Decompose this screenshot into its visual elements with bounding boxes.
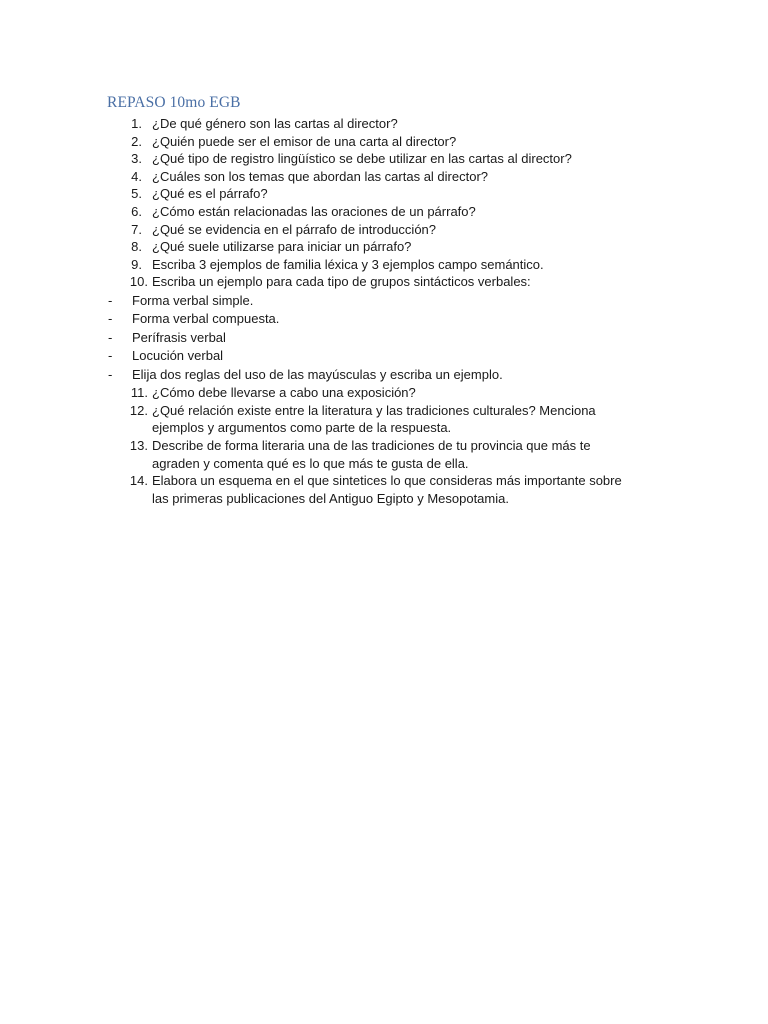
question-number: 11. [130,385,148,400]
question-text: Escriba un ejemplo para cada tipo de grupos sintácticos verbales: [152,274,531,289]
question-text: ¿Cuáles son los temas que abordan las cartas al director? [152,169,489,184]
bullet-text: Elija dos reglas del uso de las mayúsculas y escriba un ejemplo. [132,367,503,382]
question-text: ¿Cómo debe llevarse a cabo una exposición? [152,385,416,400]
question-text: ¿Qué tipo de registro lingüístico se debe utilizar en las cartas al director? [152,151,572,166]
question-number: 13. [129,438,148,453]
bullet-text: Locución verbal [132,348,224,363]
question-number: 6. [131,204,142,219]
document-title: REPASO 10mo EGB [107,94,241,111]
question-number: 2. [131,134,142,149]
bullet-dash: - [108,348,113,363]
question-number: 12. [129,403,148,418]
question-text: ejemplos y argumentos como parte de la respuesta. [152,420,452,435]
question-text: ¿Cómo están relacionadas las oraciones de un párrafo? [152,204,476,219]
question-text: las primeras publicaciones del Antiguo Egipto y Mesopotamia. [152,491,509,506]
question-text: ¿Qué es el párrafo? [152,186,268,201]
bullet-dash: - [108,330,113,345]
question-text: Describe de forma literaria una de las tradiciones de tu provincia que más te [152,438,591,453]
question-text: Elabora un esquema en el que sintetices lo que consideras más importante sobre [152,473,622,488]
question-text: ¿Qué relación existe entre la literatura y las tradiciones culturales? Menciona [152,403,596,418]
question-text: agraden y comenta qué es lo que más te gusta de ella. [152,456,469,471]
bullet-text: Perífrasis verbal [132,330,226,345]
bullet-dash: - [108,311,113,326]
question-number: 5. [131,186,142,201]
bullet-text: Forma verbal simple. [132,293,254,308]
question-number: 7. [131,222,142,237]
question-text: Escriba 3 ejemplos de familia léxica y 3 ejemplos campo semántico. [152,257,544,272]
bullet-dash: - [108,367,113,382]
question-number: 3. [131,151,142,166]
question-number: 10. [129,274,148,289]
question-number: 9. [131,257,142,272]
question-text: ¿Qué suele utilizarse para iniciar un párrafo? [152,239,412,254]
question-number: 1. [131,116,142,131]
question-number: 14. [129,473,148,488]
question-number: 4. [131,169,142,184]
question-text: ¿Qué se evidencia en el párrafo de introducción? [152,222,437,237]
bullet-text: Forma verbal compuesta. [132,311,280,326]
question-text: ¿Quién puede ser el emisor de una carta al director? [152,134,457,149]
question-number: 8. [131,239,142,254]
question-text: ¿De qué género son las cartas al director? [152,116,398,131]
bullet-dash: - [108,293,113,308]
